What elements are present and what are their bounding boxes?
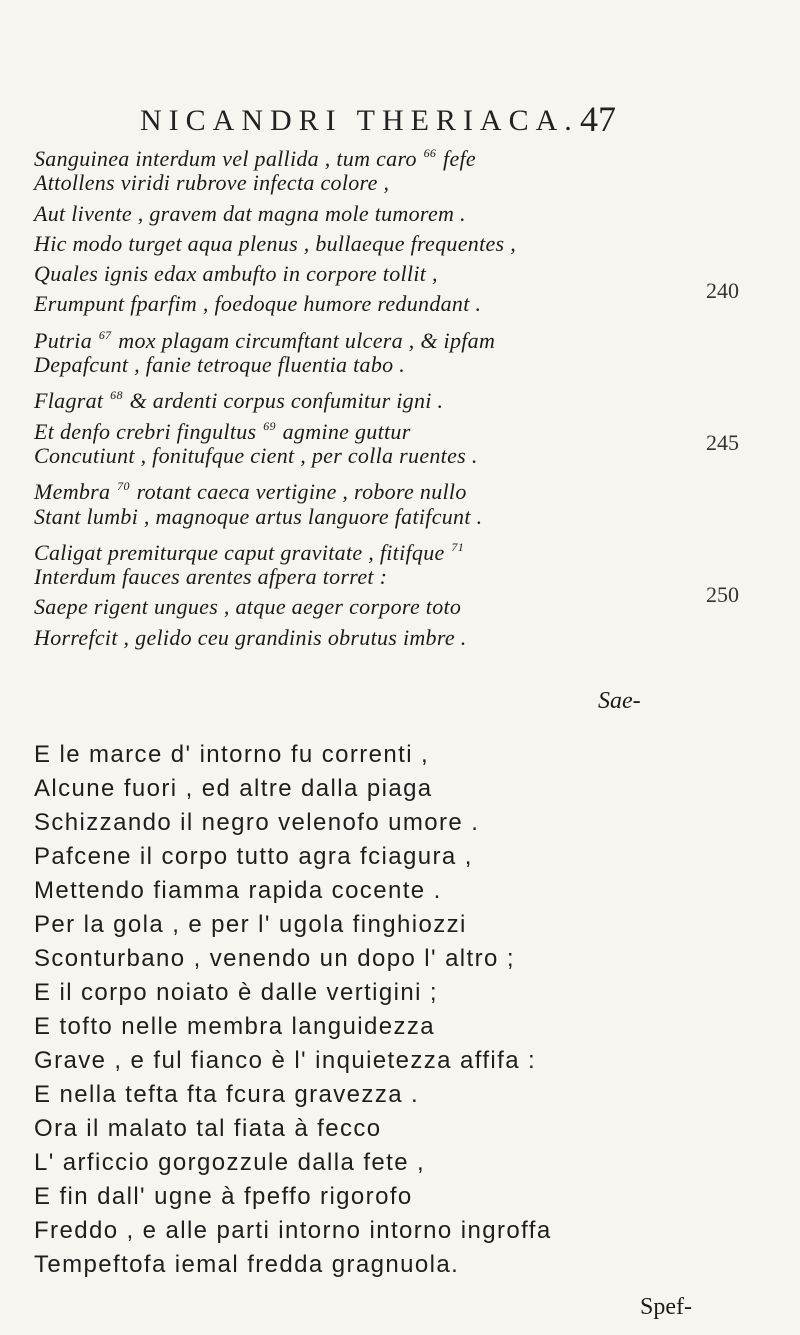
- catchword: Spef-: [640, 1294, 692, 1320]
- page-number: 47: [580, 99, 616, 139]
- line-number: 240: [706, 278, 739, 303]
- italian-line: E le marce d' intorno fu correnti ,: [34, 741, 430, 768]
- latin-line: Flagrat $^{68}$ & ardenti corpus confumitur igni .: [34, 388, 444, 414]
- italian-line: Sconturbano , venendo un dopo l' altro ;: [34, 945, 515, 972]
- italian-line: E fin dall' ugne à fpeffo rigorofo: [34, 1183, 413, 1210]
- footnote-ref: 69: [263, 418, 276, 433]
- italian-line: E il corpo noiato è dalle vertigini ;: [34, 979, 438, 1006]
- italian-line: Tempeftofa iemal fredda gragnuola.: [34, 1251, 460, 1278]
- italian-line: Pafcene il corpo tutto agra fciagura ,: [34, 843, 473, 870]
- italian-line: Grave , e ful fianco è l' inquietezza affifa :: [34, 1047, 537, 1074]
- line-number: 250: [706, 582, 739, 607]
- latin-line: Putria $^{67}$ mox plagam circumftant ulcera , & ipfam: [34, 327, 496, 353]
- latin-line: Stant lumbi , magnoque artus languore fatifcunt .: [34, 503, 483, 529]
- italian-line: Per la gola , e per l' ugola finghiozzi: [34, 911, 467, 938]
- italian-line: Freddo , e alle parti intorno intorno ingroffa: [34, 1217, 552, 1244]
- footnote-ref: 67: [98, 327, 112, 342]
- latin-line: Concutiunt , fonitufque cient , per colla ruentes .: [34, 442, 478, 468]
- running-head: NICANDRI THERIACA.: [140, 104, 579, 137]
- latin-verse: [34, 138, 674, 653]
- line-number: 245: [706, 430, 739, 455]
- latin-line: Interdum fauces arentes afpera torret :: [34, 564, 388, 590]
- italian-line: Mettendo fiamma rapida cocente .: [34, 877, 442, 904]
- footnote-ref: 66: [423, 146, 437, 160]
- latin-line: Horrefcit , gelido ceu grandinis obrutus imbre .: [34, 624, 467, 650]
- latin-line: Hic modo turget aqua plenus , bullaeque frequentes ,: [34, 230, 517, 256]
- latin-line: Erumpunt fparfim , foedoque humore redundant .: [34, 291, 482, 317]
- latin-line: Caligat premiturque caput gravitate , fitifque $^{71}$: [34, 539, 464, 565]
- italian-line: Alcune fuori , ed altre dalla piaga: [34, 775, 433, 802]
- footnote-ref: 68: [110, 388, 123, 403]
- latin-line: Attollens viridi rubrove infecta colore ,: [34, 170, 390, 196]
- latin-line: Sanguinea interdum vel pallida , tum caro $^{66}$ fefe: [34, 146, 476, 171]
- latin-line: Et denfo crebri fingultus $^{69}$ agmine guttur: [34, 418, 411, 444]
- italian-line: E nella tefta fta fcura gravezza .: [34, 1081, 420, 1108]
- footnote-ref: 71: [451, 539, 464, 554]
- footnote-ref: 70: [117, 479, 130, 494]
- latin-line: Depafcunt , fanie tetroque fluentia tabo .: [34, 352, 406, 378]
- italian-line: E tofto nelle membra languidezza: [34, 1013, 436, 1040]
- italian-line: Schizzando il negro velenofo umore .: [34, 809, 480, 836]
- italian-verse: [34, 738, 754, 1282]
- italian-line: L' arficcio gorgozzule dalla fete ,: [34, 1149, 426, 1176]
- latin-line: Aut livente , gravem dat magna mole tumorem .: [34, 200, 466, 226]
- latin-line: Quales ignis edax ambufto in corpore tollit ,: [34, 261, 438, 287]
- latin-line: Saepe rigent ungues , atque aeger corpore toto: [34, 594, 462, 620]
- latin-line: Membra $^{70}$ rotant caeca vertigine , robore nullo: [34, 479, 467, 505]
- catchword: Sae-: [598, 688, 641, 714]
- italian-line: Ora il malato tal fiata à fecco: [34, 1115, 382, 1142]
